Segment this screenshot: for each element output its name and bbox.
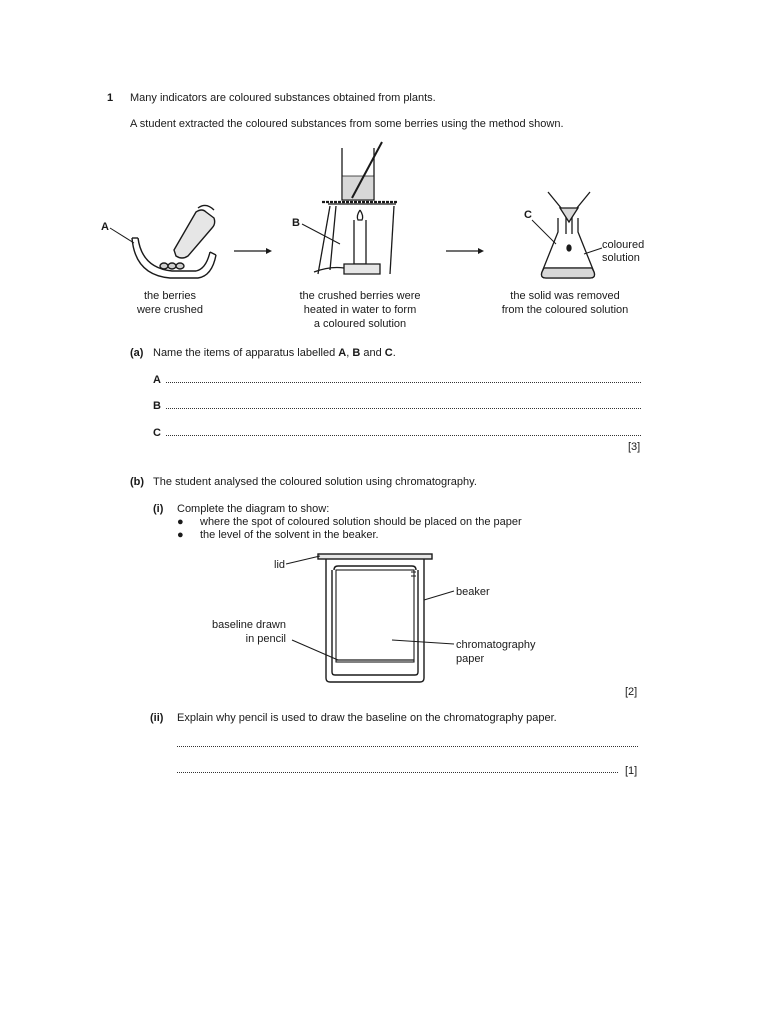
label-b: B bbox=[292, 217, 300, 229]
caption-step2: the crushed berries were heated in water to form a coloured solution bbox=[299, 290, 421, 330]
label-baseline-line1: baseline drawn bbox=[212, 619, 286, 631]
question-number: 1 bbox=[107, 92, 114, 104]
pointer-lid bbox=[286, 556, 320, 564]
arrow-2 bbox=[446, 248, 484, 254]
heating-apparatus bbox=[314, 142, 398, 274]
label-lid: lid bbox=[274, 559, 286, 571]
pointer-baseline bbox=[292, 640, 338, 660]
bullet-dot-2: ● bbox=[177, 529, 184, 541]
arrow-1 bbox=[234, 248, 272, 254]
coloured-label-line1: coloured bbox=[602, 239, 645, 251]
chromatography-diagram[interactable] bbox=[200, 548, 560, 692]
answer-line-ii-1[interactable] bbox=[177, 746, 638, 747]
part-b-i-prompt: Complete the diagram to show: bbox=[177, 503, 330, 515]
answer-label-c: C bbox=[153, 427, 161, 439]
part-a-label: (a) bbox=[130, 347, 144, 359]
answer-line-ii-2[interactable] bbox=[177, 772, 618, 773]
part-a-prompt: Name the items of apparatus labelled A, B and C. bbox=[153, 347, 396, 359]
coloured-label-line2: solution bbox=[602, 252, 640, 264]
method-statement: A student extracted the coloured substances from some berries using the method shown. bbox=[130, 118, 564, 130]
label-c: C bbox=[524, 209, 532, 221]
answer-label-b: B bbox=[153, 400, 161, 412]
paper-top bbox=[334, 566, 416, 570]
part-b-ii-marks: [1] bbox=[625, 765, 638, 777]
paper-shape bbox=[336, 570, 414, 662]
answer-line-a[interactable] bbox=[166, 382, 641, 383]
bullet-2: the level of the solvent in the beaker. bbox=[200, 529, 379, 541]
answer-line-b[interactable] bbox=[166, 408, 641, 409]
lid-shape bbox=[318, 554, 432, 559]
caption-step3: the solid was removed from the coloured solution bbox=[501, 290, 629, 316]
bullet-dot-1: ● bbox=[177, 516, 184, 528]
part-a-marks: [3] bbox=[628, 441, 641, 453]
part-b-i-label: (i) bbox=[153, 503, 164, 515]
pointer-paper bbox=[392, 640, 454, 644]
label-paper-line2: paper bbox=[456, 653, 485, 665]
pointer-a bbox=[110, 228, 134, 243]
label-beaker: beaker bbox=[456, 586, 490, 598]
label-baseline-line2: in pencil bbox=[245, 633, 286, 645]
part-b-i-marks: [2] bbox=[625, 686, 638, 698]
part-b-ii-label: (ii) bbox=[150, 712, 164, 724]
pointer-coloured-solution bbox=[584, 248, 602, 254]
label-a: A bbox=[101, 221, 109, 233]
filtration-apparatus bbox=[542, 192, 595, 278]
answer-label-a: A bbox=[153, 374, 161, 386]
label-paper-line1: chromatography bbox=[456, 639, 536, 651]
part-b-label: (b) bbox=[130, 476, 145, 488]
pestle-and-mortar bbox=[132, 205, 216, 278]
beaker-inner bbox=[332, 570, 418, 675]
part-b-ii-prompt: Explain why pencil is used to draw the baseline on the chromatography paper. bbox=[177, 712, 557, 724]
beaker-outer bbox=[326, 559, 424, 682]
pointer-c bbox=[532, 220, 556, 244]
pointer-beaker bbox=[424, 591, 454, 600]
caption-step1: the berries were crushed bbox=[136, 290, 204, 316]
answer-line-c[interactable] bbox=[166, 435, 641, 436]
question-intro: Many indicators are coloured substances obtained from plants. bbox=[130, 92, 436, 104]
bullet-1: where the spot of coloured solution should be placed on the paper bbox=[200, 516, 522, 528]
part-b-prompt: The student analysed the coloured solution using chromatography. bbox=[153, 476, 477, 488]
